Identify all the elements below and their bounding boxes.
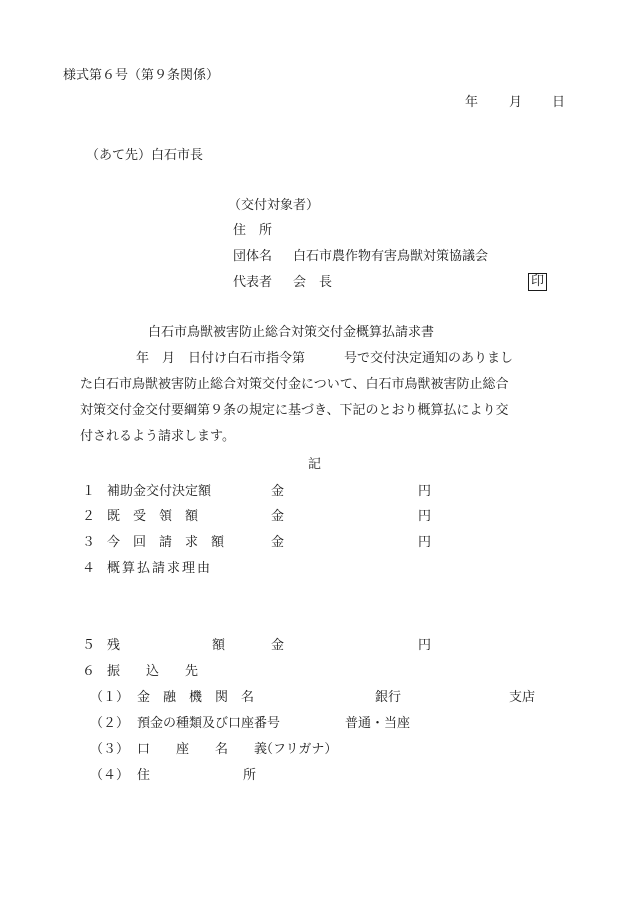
org-value: 白石市農作物有害鳥獣対策協議会: [293, 249, 489, 264]
transfer-3-kana: （フリガナ）: [260, 742, 338, 757]
rep-value: 会 長: [293, 275, 333, 290]
transfer-2-label: 預金の種類及び口座番号: [137, 716, 281, 731]
item-2-yen: 円: [418, 509, 432, 524]
item-1-kin: 金: [271, 484, 285, 499]
item-3-yen: 円: [418, 535, 432, 550]
item-5-kin: 金: [271, 638, 285, 653]
paragraph-line-4: 付されるよう請求します。: [80, 429, 235, 444]
rep-label: 代表者: [233, 275, 273, 290]
seal-box: [528, 273, 547, 291]
item-2-label: 既 受 領 額: [107, 509, 199, 524]
item-4-number: ４: [82, 561, 96, 576]
address-label: 住 所: [233, 223, 273, 238]
item-5-label-b: 額: [212, 638, 226, 653]
transfer-1-bank: 銀行: [375, 690, 402, 705]
transfer-1-number: （１）: [90, 690, 130, 705]
item-2-number: ２: [82, 509, 96, 524]
addressee: （あて先）白石市長: [86, 148, 204, 163]
transfer-1-branch: 支店: [509, 690, 536, 705]
item-3-kin: 金: [271, 535, 285, 550]
item-3-number: ３: [82, 535, 96, 550]
transfer-2-number: （２）: [90, 716, 130, 731]
date-day: 日: [552, 95, 566, 110]
transfer-4-number: （４）: [90, 768, 130, 783]
transfer-4-label-b: 所: [243, 768, 257, 783]
date-year: 年: [465, 95, 479, 110]
transfer-2-value: 普通・当座: [345, 716, 411, 731]
applicant-heading: （交付対象者）: [228, 198, 320, 213]
request-paragraph: [80, 346, 562, 450]
paragraph-line-3: 対策交付金交付要綱第９条の規定に基づき、下記のとおり概算払により交: [80, 403, 509, 418]
item-1-number: １: [82, 484, 96, 499]
date-month: 月: [509, 95, 523, 110]
item-3-label: 今 回 請 求 額: [107, 535, 225, 550]
paragraph-line-2: た白石市鳥獣被害防止総合対策交付金について、白石市鳥獣被害防止総合: [80, 377, 509, 392]
form-number: 様式第６号（第９条関係）: [63, 68, 220, 83]
record-mark: 記: [308, 457, 322, 472]
document-title: 白石市鳥獣被害防止総合対策交付金概算払請求書: [148, 325, 435, 340]
transfer-3-label: 口 座 名 義: [137, 742, 268, 757]
item-6-number: ６: [82, 664, 96, 679]
org-label: 団体名: [233, 249, 273, 264]
item-5-number: ５: [82, 638, 96, 653]
transfer-1-label: 金 融 機 関 名: [137, 690, 255, 705]
item-6-label: 振 込 先: [107, 664, 199, 679]
item-5-label-a: 残: [107, 638, 121, 653]
paragraph-line-1: 年 月 日付け白石市指令第 号で交付決定通知のありまし: [136, 351, 514, 366]
transfer-4-label-a: 住: [137, 768, 151, 783]
item-1-yen: 円: [418, 484, 432, 499]
item-2-kin: 金: [271, 509, 285, 524]
transfer-3-number: （３）: [90, 742, 130, 757]
seal-mark: 印: [528, 273, 547, 291]
item-5-yen: 円: [418, 638, 432, 653]
item-1-label: 補助金交付決定額: [107, 484, 212, 499]
item-4-label: 概算払請求理由: [107, 561, 213, 576]
